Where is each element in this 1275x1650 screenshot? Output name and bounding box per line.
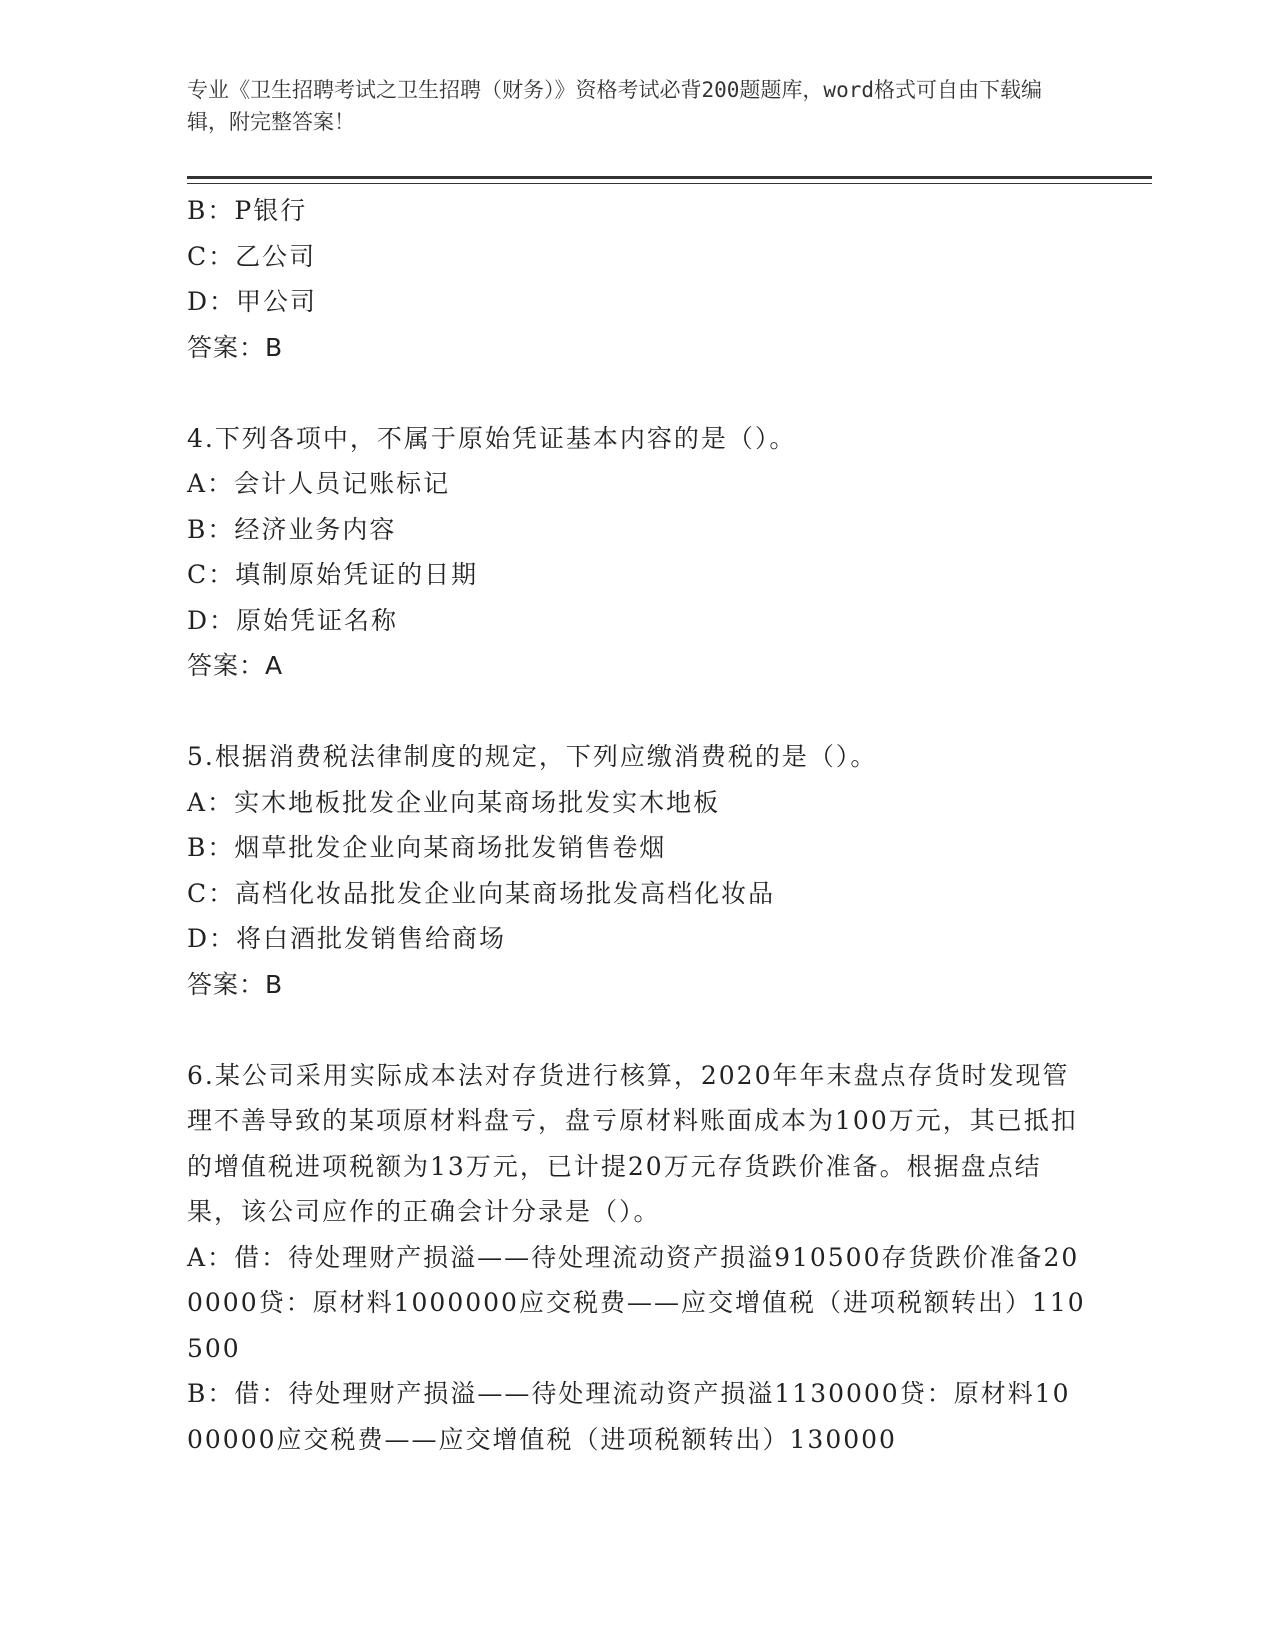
header-divider-thick (187, 176, 1152, 179)
question-text: 6.某公司采用实际成本法对存货进行核算，2020年年末盘点存货时发现管理不善导致的某项原材料盘亏，盘亏原材料账面成本为100万元，其已抵扣的增值税进项税额为13万元，已计提20万元存货跌价准备。根据盘点结果，该公司应作的正确会计分录是（）。 (187, 1060, 1078, 1226)
option-c: C：高档化妆品批发企业向某商场批发高档化妆品 (187, 878, 776, 908)
header-divider-thin (187, 183, 1152, 184)
answer: 答案：B (187, 969, 284, 999)
option-b: B：烟草批发企业向某商场批发销售卷烟 (187, 833, 667, 862)
option-a: A：实木地板批发企业向某商场批发实木地板 (187, 787, 721, 817)
option-b: B：借：待处理财产损溢——待处理流动资产损溢1130000贷：原材料1000000应交税费——应交增值税（进项税额转出）130000 (187, 1379, 1071, 1454)
question-6-block (187, 1053, 1087, 1463)
question-3-block (187, 188, 1087, 370)
option-b: B：P银行 (187, 196, 308, 225)
option-b: B：经济业务内容 (187, 514, 397, 544)
option-d: D：甲公司 (187, 287, 318, 316)
question-4-block (187, 416, 1087, 689)
option-d: D：将白酒批发销售给商场 (187, 924, 507, 953)
document-header (187, 74, 1067, 138)
option-c: C：填制原始凭证的日期 (187, 560, 479, 589)
option-a: A：借：待处理财产损溢——待处理流动资产损溢910500存货跌价准备200000贷：原材料1000000应交税费——应交增值税（进项税额转出）110500 (187, 1242, 1086, 1363)
answer: 答案：A (187, 651, 284, 680)
option-a: A：会计人员记账标记 (187, 469, 451, 498)
option-c: C：乙公司 (187, 241, 317, 271)
question-5-block (187, 734, 1087, 1007)
header-title: 专业《卫生招聘考试之卫生招聘（财务）》资格考试必背200题题库，word格式可自由下载编辑，附完整答案！ (187, 78, 1042, 134)
question-text: 4.下列各项中，不属于原始凭证基本内容的是（）。 (187, 423, 797, 453)
document-body (187, 188, 1087, 1462)
option-d: D：原始凭证名称 (187, 605, 399, 635)
answer: 答案：B (187, 332, 284, 362)
question-text: 5.根据消费税法律制度的规定，下列应缴消费税的是（）。 (187, 742, 878, 771)
